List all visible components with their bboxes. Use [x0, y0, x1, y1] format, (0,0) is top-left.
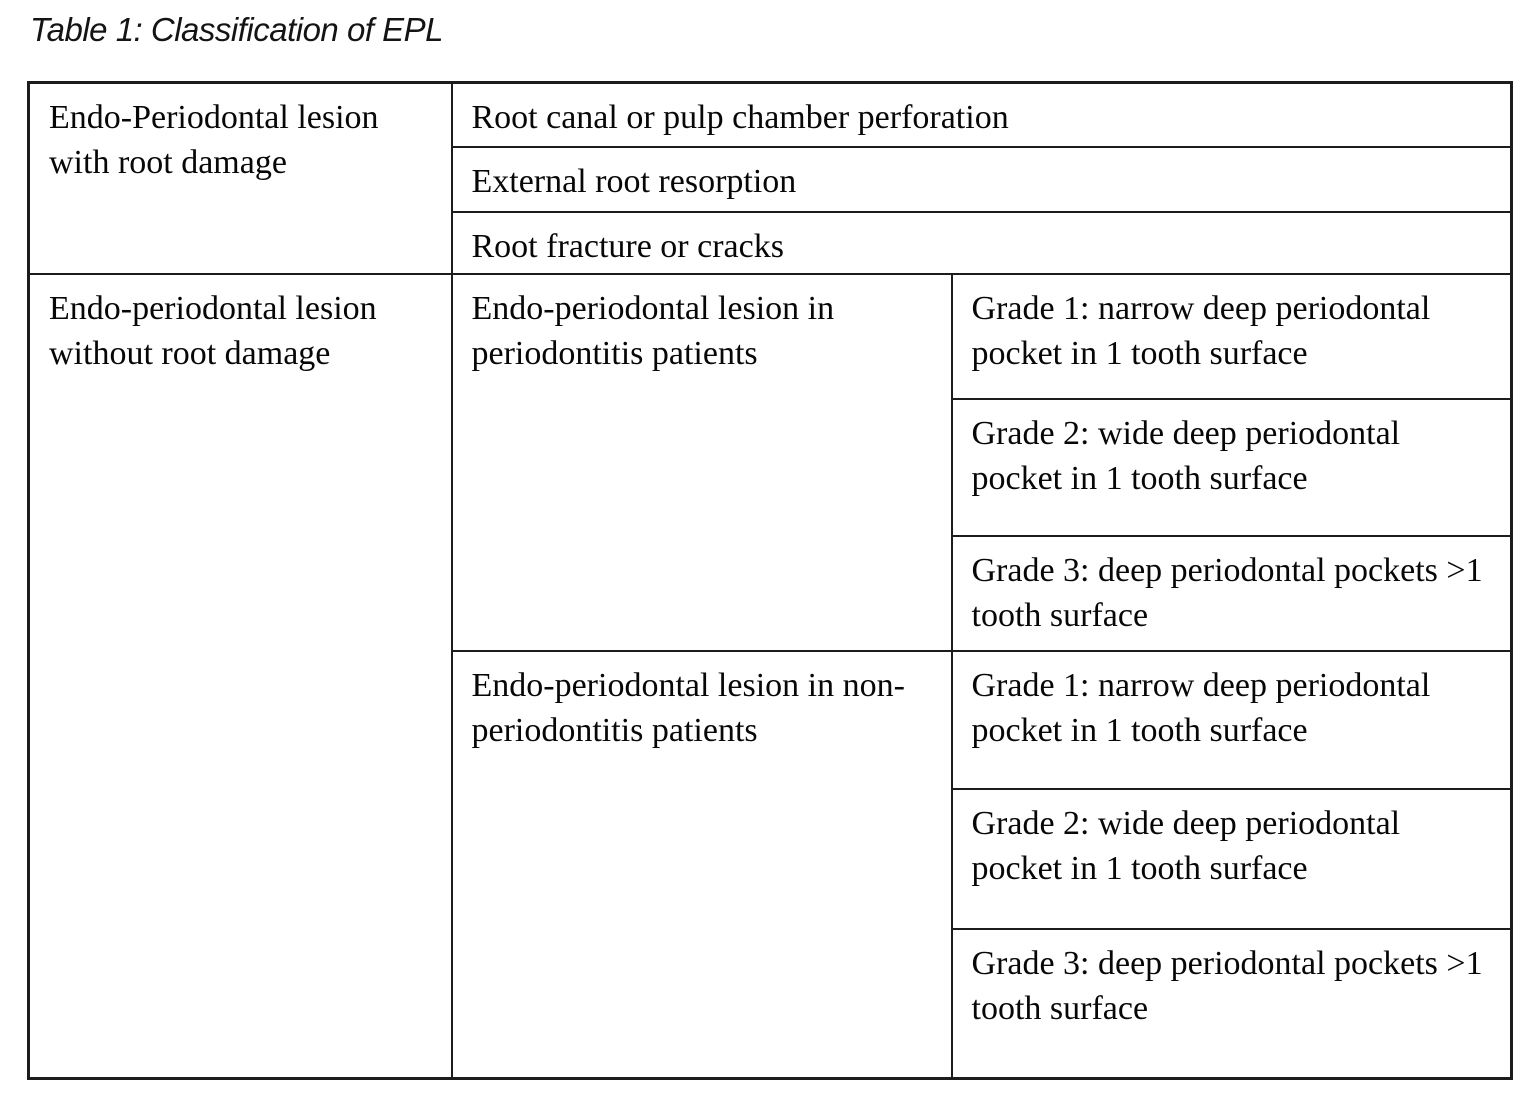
root-damage-item-resorption: External root resorption: [452, 147, 1512, 212]
category-cell-root-damage: Endo-Periodontal lesion with root damage: [29, 83, 452, 274]
periodontitis-grade-3-cell: Grade 3: deep periodontal pockets >1 tooth surface: [952, 536, 1512, 651]
root-damage-item-fracture: Root fracture or cracks: [452, 212, 1512, 274]
non-periodontitis-grade-1-cell: Grade 1: narrow deep periodontal pocket in 1 tooth surface: [952, 651, 1512, 789]
periodontitis-grade-2-cell: Grade 2: wide deep periodontal pocket in 1 tooth surface: [952, 399, 1512, 536]
non-periodontitis-grade-3-cell: Grade 3: deep periodontal pockets >1 tooth surface: [952, 929, 1512, 1079]
non-periodontitis-grade-2-cell: Grade 2: wide deep periodontal pocket in 1 tooth surface: [952, 789, 1512, 929]
subcategory-cell-non-periodontitis: Endo-periodontal lesion in non-periodontitis patients: [452, 651, 952, 1079]
table-row: [29, 274, 1512, 399]
category-cell-no-root-damage: Endo-periodontal lesion without root damage: [29, 274, 452, 1079]
epl-classification-table: [27, 81, 1513, 1080]
periodontitis-grade-1-cell: Grade 1: narrow deep periodontal pocket in 1 tooth surface: [952, 274, 1512, 399]
table-row: [29, 83, 1512, 147]
root-damage-item-perforation: Root canal or pulp chamber perforation: [452, 83, 1512, 147]
subcategory-cell-periodontitis: Endo-periodontal lesion in periodontitis patients: [452, 274, 952, 651]
table-caption: Table 1: Classification of EPL: [30, 11, 444, 48]
